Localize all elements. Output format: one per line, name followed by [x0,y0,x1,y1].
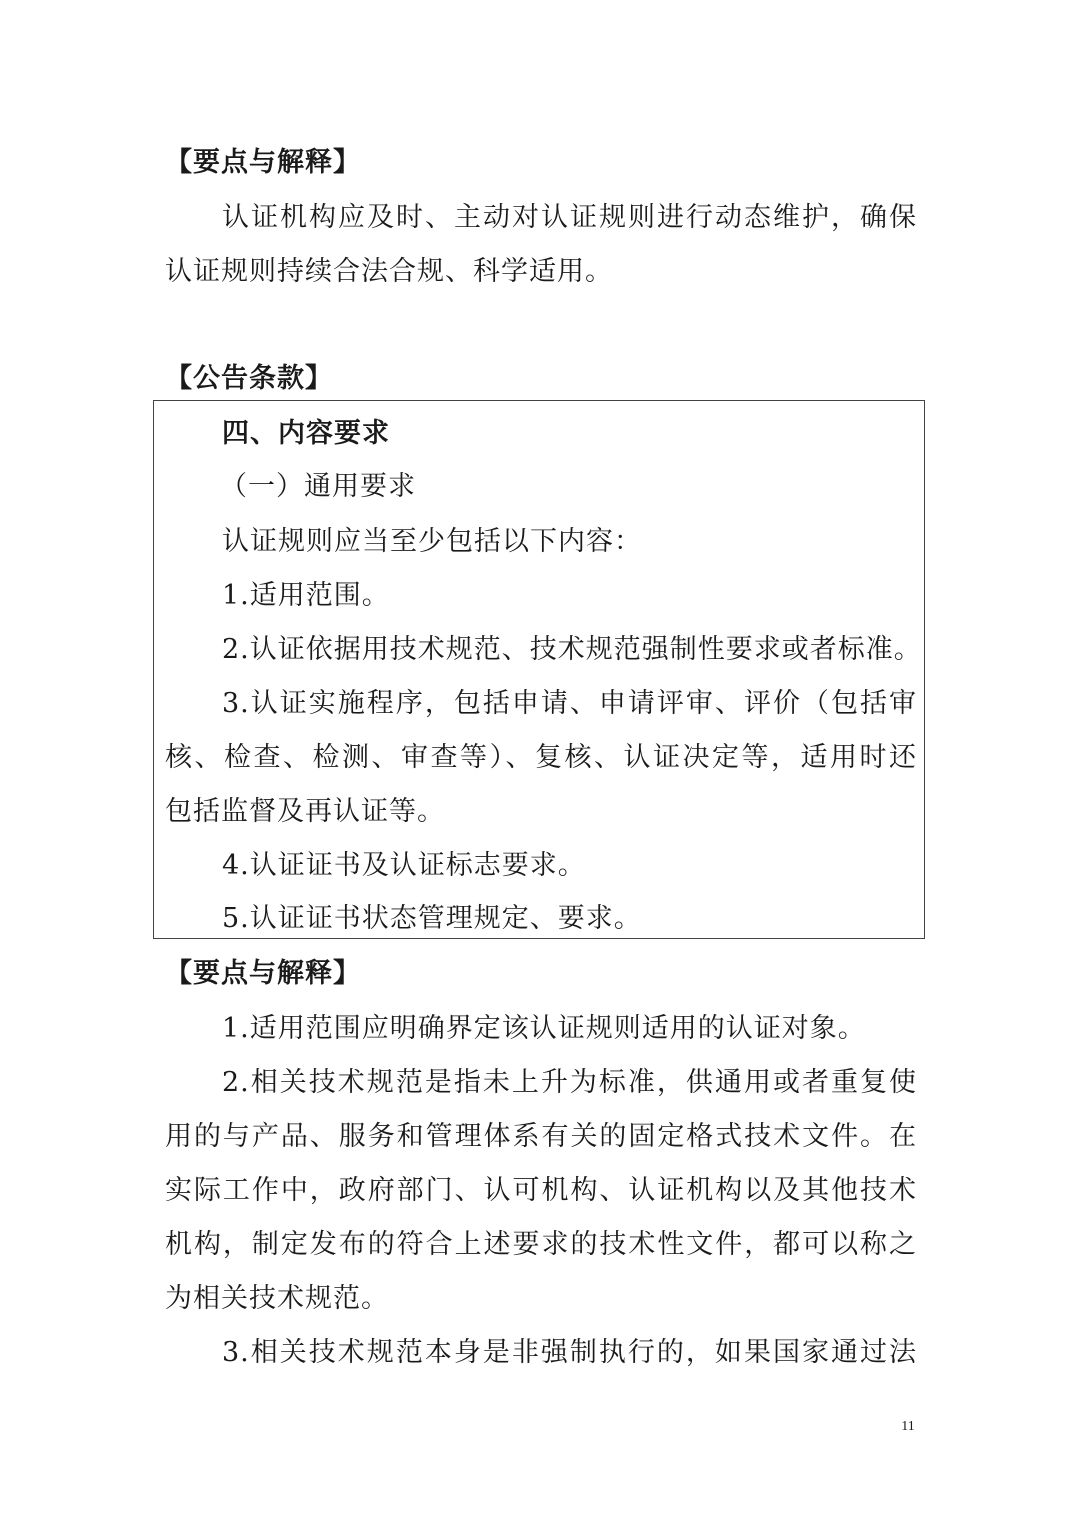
clause-subtitle: （一）通用要求 [220,471,416,502]
paragraph-line: 机构，制定发布的符合上述要求的技术性文件，都可以称之 [165,1229,917,1260]
paragraph-line: 1.适用范围应明确界定该认证规则适用的认证对象。 [222,1013,866,1044]
clause-item: 1.适用范围。 [222,580,390,611]
paragraph-line: 实际工作中，政府部门、认可机构、认证机构以及其他技术 [165,1175,917,1206]
clause-intro: 认证规则应当至少包括以下内容： [222,526,642,557]
section-heading-announcement-clause: 【公告条款】 [165,363,333,394]
clause-item: 3.认证实施程序，包括申请、申请评审、评价（包括审 [222,688,917,719]
clause-item: 核、检查、检测、审查等）、复核、认证决定等，适用时还 [165,742,917,773]
paragraph-line: 2.相关技术规范是指未上升为标准，供通用或者重复使 [222,1067,917,1098]
section-heading-key-points-2: 【要点与解释】 [165,958,361,989]
paragraph-line: 3.相关技术规范本身是非强制执行的，如果国家通过法 [222,1337,917,1368]
clause-item: 包括监督及再认证等。 [165,796,445,827]
page-number: 11 [901,1419,915,1434]
paragraph-line: 认证规则持续合法合规、科学适用。 [165,256,613,287]
paragraph-line: 认证机构应及时、主动对认证规则进行动态维护，确保 [222,202,917,233]
clause-item: 2.认证依据用技术规范、技术规范强制性要求或者标准。 [222,634,922,665]
section-heading-key-points-1: 【要点与解释】 [165,147,361,178]
clause-item: 4.认证证书及认证标志要求。 [222,850,586,881]
clause-title: 四、内容要求 [222,418,390,449]
paragraph-line: 用的与产品、服务和管理体系有关的固定格式技术文件。在 [165,1121,917,1152]
paragraph-line: 为相关技术规范。 [165,1283,389,1314]
clause-item: 5.认证证书状态管理规定、要求。 [222,903,642,934]
